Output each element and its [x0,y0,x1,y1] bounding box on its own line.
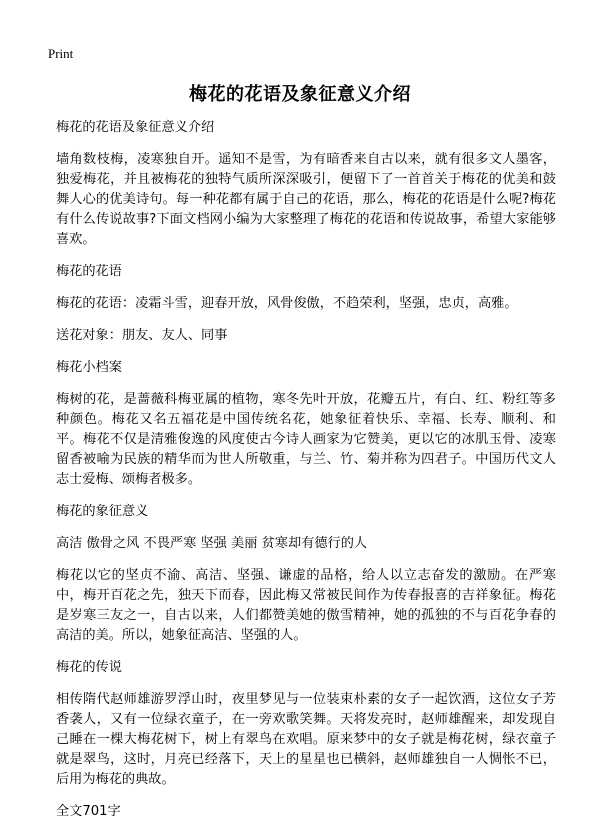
section-heading-flower-language: 梅花的花语 [56,264,122,279]
article-body [56,118,556,834]
page-title: 梅花的花语及象征意义介绍 [189,84,411,105]
symbolism-keywords: 高洁 傲骨之风 不畏严寒 坚强 美丽 贫寒却有德行的人 [56,536,368,551]
article-subtitle: 梅花的花语及象征意义介绍 [56,120,215,135]
intro-paragraph: 墙角数枝梅，凌寒独自开。遥知不是雪，为有暗香来自古以来，就有很多文人墨客，独爱梅花，并且被梅花的独特气质所深深吸引，便留下了一首首关于梅花的优美和鼓舞人心的优美诗句。每一种花都有属于自己的花语，那么，梅花的花语是什么呢?梅花有什么传说故事?下面文档网小编为大家整理了梅花的花语和传说故事，希望大家能够喜欢。 [56,152,556,247]
section-heading-symbolism: 梅花的象征意义 [56,504,149,519]
section-heading-legend: 梅花的传说 [56,660,122,675]
profile-paragraph: 梅树的花，是蔷薇科梅亚属的植物，寒冬先叶开放，花瓣五片，有白、红、粉红等多种颜色。梅花又名五福花是中国传统名花，她象征着快乐、幸福、长寿、顺利、和平。梅花不仅是清雅俊逸的风度使古今诗人画家为它赞美，更以它的冰肌玉骨、凌寒留香被喻为民族的精华而为世人所敬重，与兰、竹、菊并称为四君子。中国历代文人志士爱梅、颂梅者极多。 [56,392,556,487]
print-link[interactable]: Print [48,46,74,61]
legend-paragraph: 相传隋代赵师雄游罗浮山时，夜里梦见与一位装束朴素的女子一起饮酒，这位女子芳香袭人，又有一位绿衣童子，在一旁欢歌笑舞。天将发亮时，赵师雄醒来，却发现自己睡在一棵大梅花树下，树上有翠鸟在欢唱。原来梦中的女子就是梅花树，绿衣童子就是翠鸟，这时，月亮已经落下，天上的星星也已横斜，赵师雄独自一人惆怅不已，后用为梅花的典故。 [56,692,556,787]
flower-language-paragraph: 梅花的花语：凌霜斗雪，迎春开放，风骨俊傲，不趋荣利，坚强，忠贞，高雅。 [56,296,518,311]
word-count: 全文701字 [56,804,121,819]
recipients-paragraph: 送花对象：朋友、友人、同事 [56,328,228,343]
section-heading-profile: 梅花小档案 [56,360,122,375]
symbolism-paragraph: 梅花以它的坚贞不渝、高洁、坚强、谦虚的品格，给人以立志奋发的激励。在严寒中，梅开百花之先，独天下而春，因此梅又常被民间作为传春报喜的吉祥象征。梅花是岁寒三友之一，自古以来，人们都赞美她的傲雪精神，她的孤独的不与百花争春的高洁的美。所以，她象征高洁、坚强的人。 [56,568,556,643]
